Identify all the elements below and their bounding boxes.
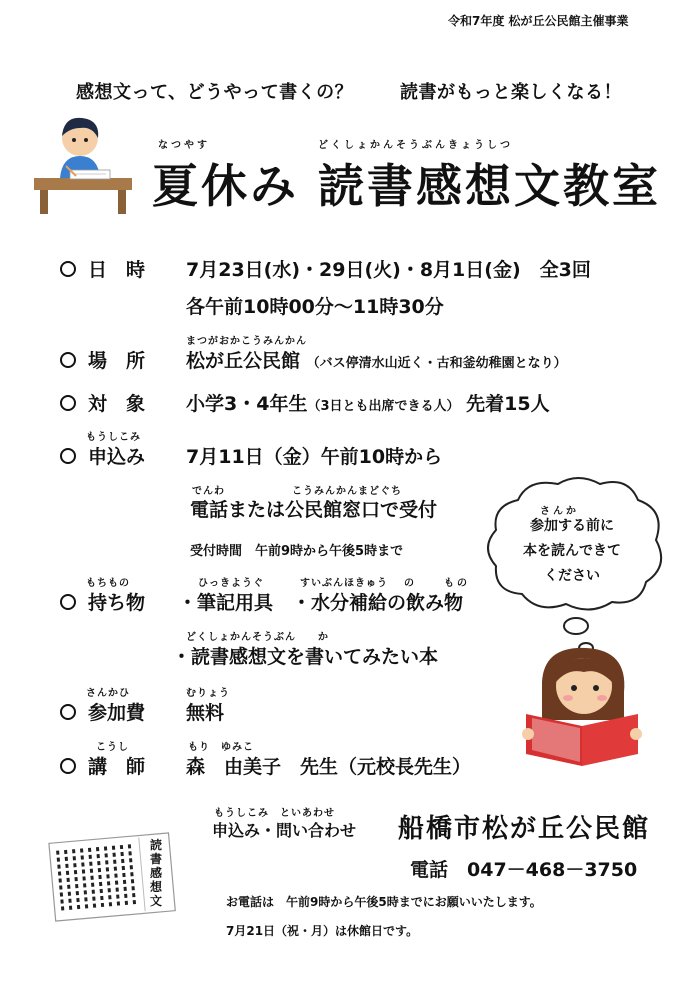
label-fee: 参加費: [60, 698, 145, 725]
target-capacity: 先着15人: [466, 393, 550, 415]
bubble-line-3: ください: [544, 568, 600, 584]
label-bring: 持ち物: [60, 588, 145, 615]
organizer-name: 船橋市松が丘公民館: [398, 814, 651, 844]
girl-reading-illustration: [520, 642, 644, 768]
label-date: 日 時: [60, 255, 145, 282]
target-note: （3日とも出席できる人）: [307, 399, 460, 414]
hook-question: 感想文って、どうやって書くの？: [76, 82, 354, 103]
contact-label: 申込み・問い合わせ: [212, 821, 357, 840]
ruby-counter: こうみんかんまどぐち: [292, 486, 402, 497]
place-note: （バス停清水山近く・古和釜幼稚園となり）: [306, 356, 567, 371]
value-time: 各午前10時00分～11時30分: [186, 296, 444, 318]
boy-writing-illustration: [30, 108, 136, 216]
book-report-cover-label: 読書感想文: [150, 838, 163, 908]
ruby-bring: もちもの: [86, 578, 130, 589]
label-teacher: 講 師: [60, 752, 145, 779]
title-ruby-summer: なつやす: [158, 140, 210, 151]
value-apply: 7月11日（金）午前10時から: [186, 446, 443, 468]
value-bring: ・筆記用具 ・水分補給の飲み物: [178, 592, 464, 614]
value-apply-hours: 受付時間 午前9時から午後5時まで: [190, 544, 404, 559]
ruby-place: まつがおかこうみんかん: [186, 336, 307, 347]
ruby-book-report: どくしょかんそうぶん: [186, 632, 296, 643]
ruby-no: の: [404, 578, 417, 589]
ruby-free: むりょう: [186, 688, 230, 699]
ruby-writing-tools: ひっきようぐ: [198, 578, 264, 589]
value-bring-book: ・読書感想文を書いてみたい本: [172, 646, 439, 668]
contact-phone: 電話 047－468－3750: [410, 859, 638, 881]
ruby-apply: もうしこみ: [86, 432, 141, 443]
ruby-phone: でんわ: [192, 486, 225, 497]
value-teacher: 森 由美子 先生（元校長先生）: [186, 756, 472, 778]
page-title: 夏休み 読書感想文教室: [152, 159, 662, 213]
sponsor-line: 令和7年度 松が丘公民館主催事業: [448, 14, 629, 28]
bullet-circle-icon: [60, 448, 76, 464]
bullet-circle-icon: [60, 594, 76, 610]
bullet-circle-icon: [60, 352, 76, 368]
value-apply-method: 電話または公民館窓口で受付: [190, 499, 438, 521]
hook-promise: 読書がもっと楽しくなる！: [400, 82, 622, 103]
label-target: 対 象: [60, 389, 145, 416]
bullet-circle-icon: [60, 758, 76, 774]
bubble-ruby: さんか: [540, 506, 579, 517]
bubble-line-1: 参加する前に: [530, 518, 614, 534]
label-apply: 申込み: [60, 442, 145, 469]
ruby-contact: もうしこみ といあわせ: [214, 808, 335, 819]
label-place: 場 所: [60, 346, 145, 373]
phone-hours-note: お電話は 午前9時から午後5時までにお願いいたします。: [226, 895, 542, 909]
value-date: 7月23日(水)・29日(火)・8月1日(金) 全3回: [186, 259, 591, 281]
ruby-teacher: こうし: [96, 742, 129, 753]
ruby-mono: もの: [444, 578, 470, 589]
value-target: 小学3・4年生（3日とも出席できる人） 先着15人: [186, 393, 550, 415]
title-ruby-class: どくしょかんそうぶんきょうしつ: [318, 140, 513, 151]
ruby-ka: か: [318, 632, 331, 643]
ruby-water: すいぶんほきゅう: [300, 578, 388, 589]
bullet-circle-icon: [60, 704, 76, 720]
ruby-teacher-name: もり ゆみこ: [188, 742, 254, 753]
ruby-fee: さんかひ: [86, 688, 130, 699]
bubble-line-2: 本を読んできて: [523, 543, 621, 559]
bullet-circle-icon: [60, 261, 76, 277]
closed-day-note: 7月21日（祝・月）は休館日です。: [226, 924, 419, 938]
value-place: 松が丘公民館 （バス停清水山近く・古和釜幼稚園となり）: [186, 350, 567, 372]
bullet-circle-icon: [60, 395, 76, 411]
value-fee: 無料: [186, 702, 225, 724]
